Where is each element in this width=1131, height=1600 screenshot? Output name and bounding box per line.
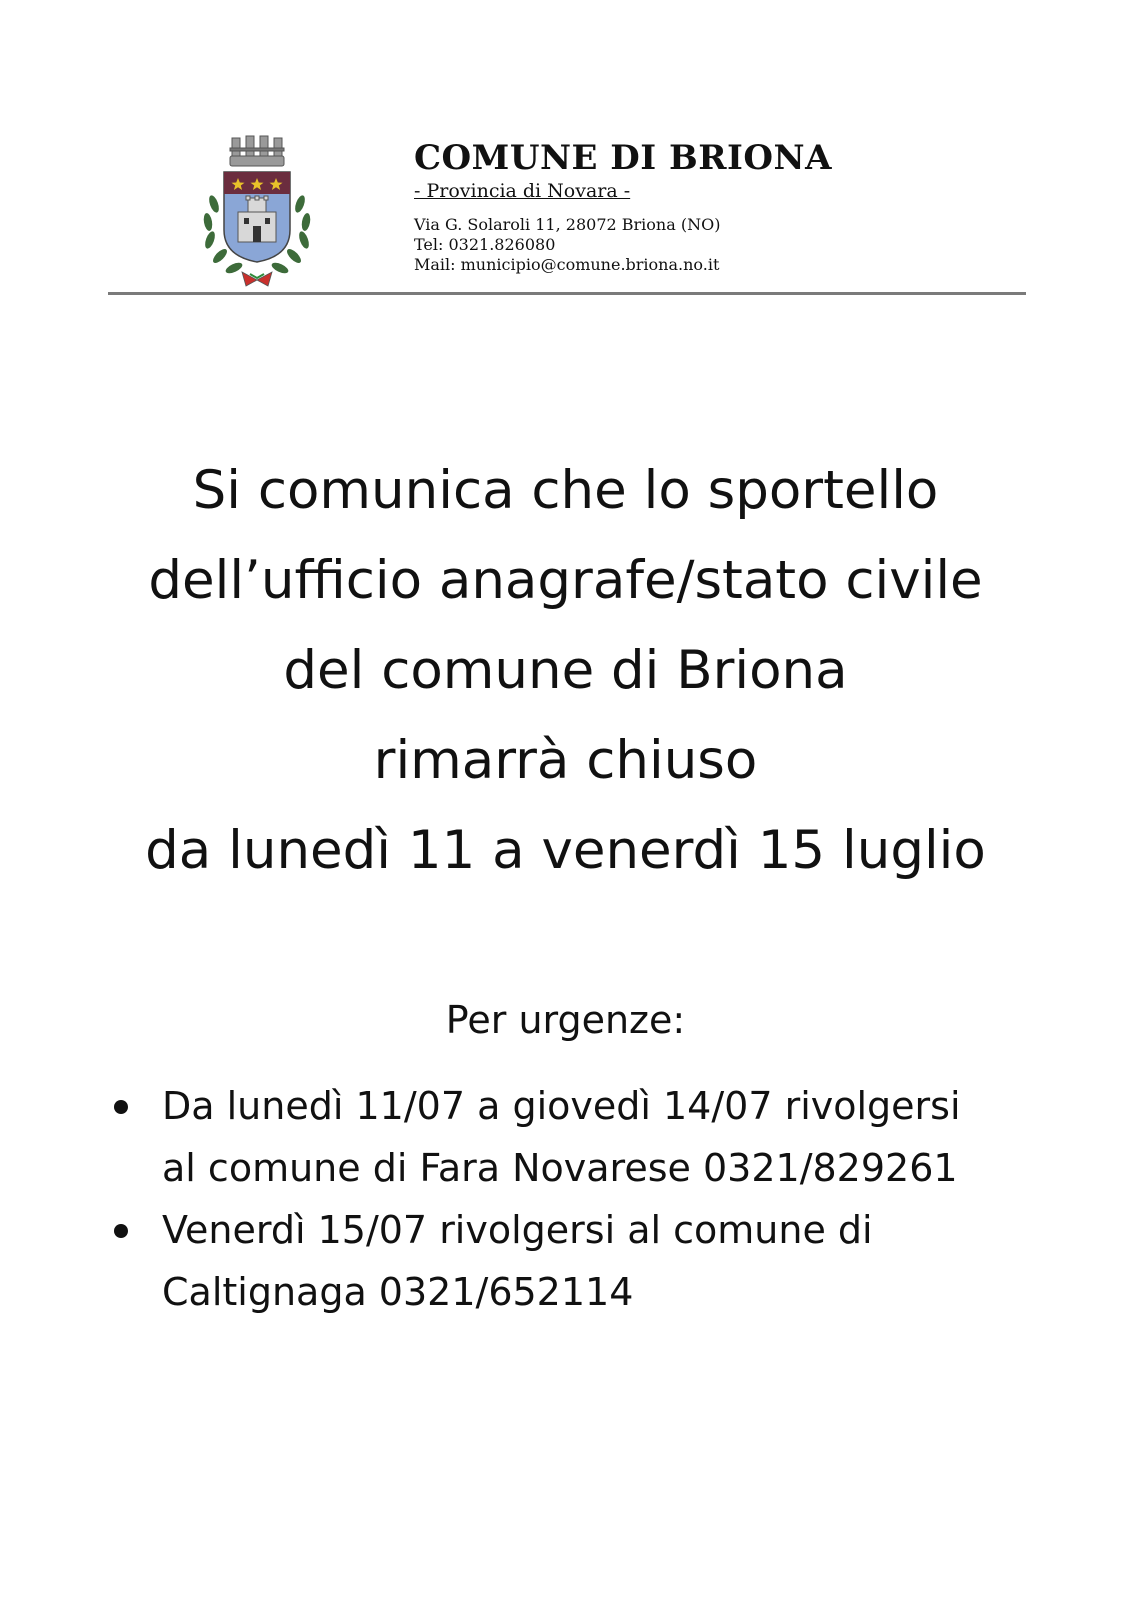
list-item-line: Da lunedì 11/07 a giovedì 14/07 rivolgersi: [162, 1084, 961, 1128]
announcement-line: rimarrà chiuso: [373, 730, 758, 791]
municipal-coat-of-arms-icon: [194, 134, 320, 290]
province-label: - Provincia di Novara -: [414, 180, 631, 202]
announcement-line: dell’ufficio anagrafe/stato civile: [148, 550, 983, 611]
announcement-text: [0, 446, 1131, 896]
urgencies-list: [110, 1075, 1010, 1323]
phone-text: Tel: 0321.826080: [414, 235, 556, 254]
letterhead-text: [414, 138, 832, 275]
list-item-line: al comune di Fara Novarese 0321/829261: [162, 1146, 958, 1190]
contact-block: [414, 215, 832, 275]
urgencies-heading: Per urgenze:: [445, 998, 686, 1042]
bullet-icon: [114, 1224, 128, 1238]
address-text: Via G. Solaroli 11, 28072 Briona (NO): [414, 215, 721, 234]
header-divider: [108, 292, 1026, 295]
list-item-line: Caltignaga 0321/652114: [162, 1270, 634, 1314]
organization-name: COMUNE DI BRIONA: [414, 138, 832, 178]
announcement-line: Si comunica che lo sportello: [192, 460, 939, 521]
bullet-icon: [114, 1100, 128, 1114]
list-item: [110, 1199, 1010, 1323]
list-item: [110, 1075, 1010, 1199]
announcement-line: da lunedì 11 a venerdì 15 luglio: [145, 820, 986, 881]
email-text: Mail: municipio@comune.briona.no.it: [414, 255, 720, 274]
letterhead: [108, 128, 1026, 298]
announcement-line: del comune di Briona: [283, 640, 848, 701]
list-item-line: Venerdì 15/07 rivolgersi al comune di: [162, 1208, 873, 1252]
